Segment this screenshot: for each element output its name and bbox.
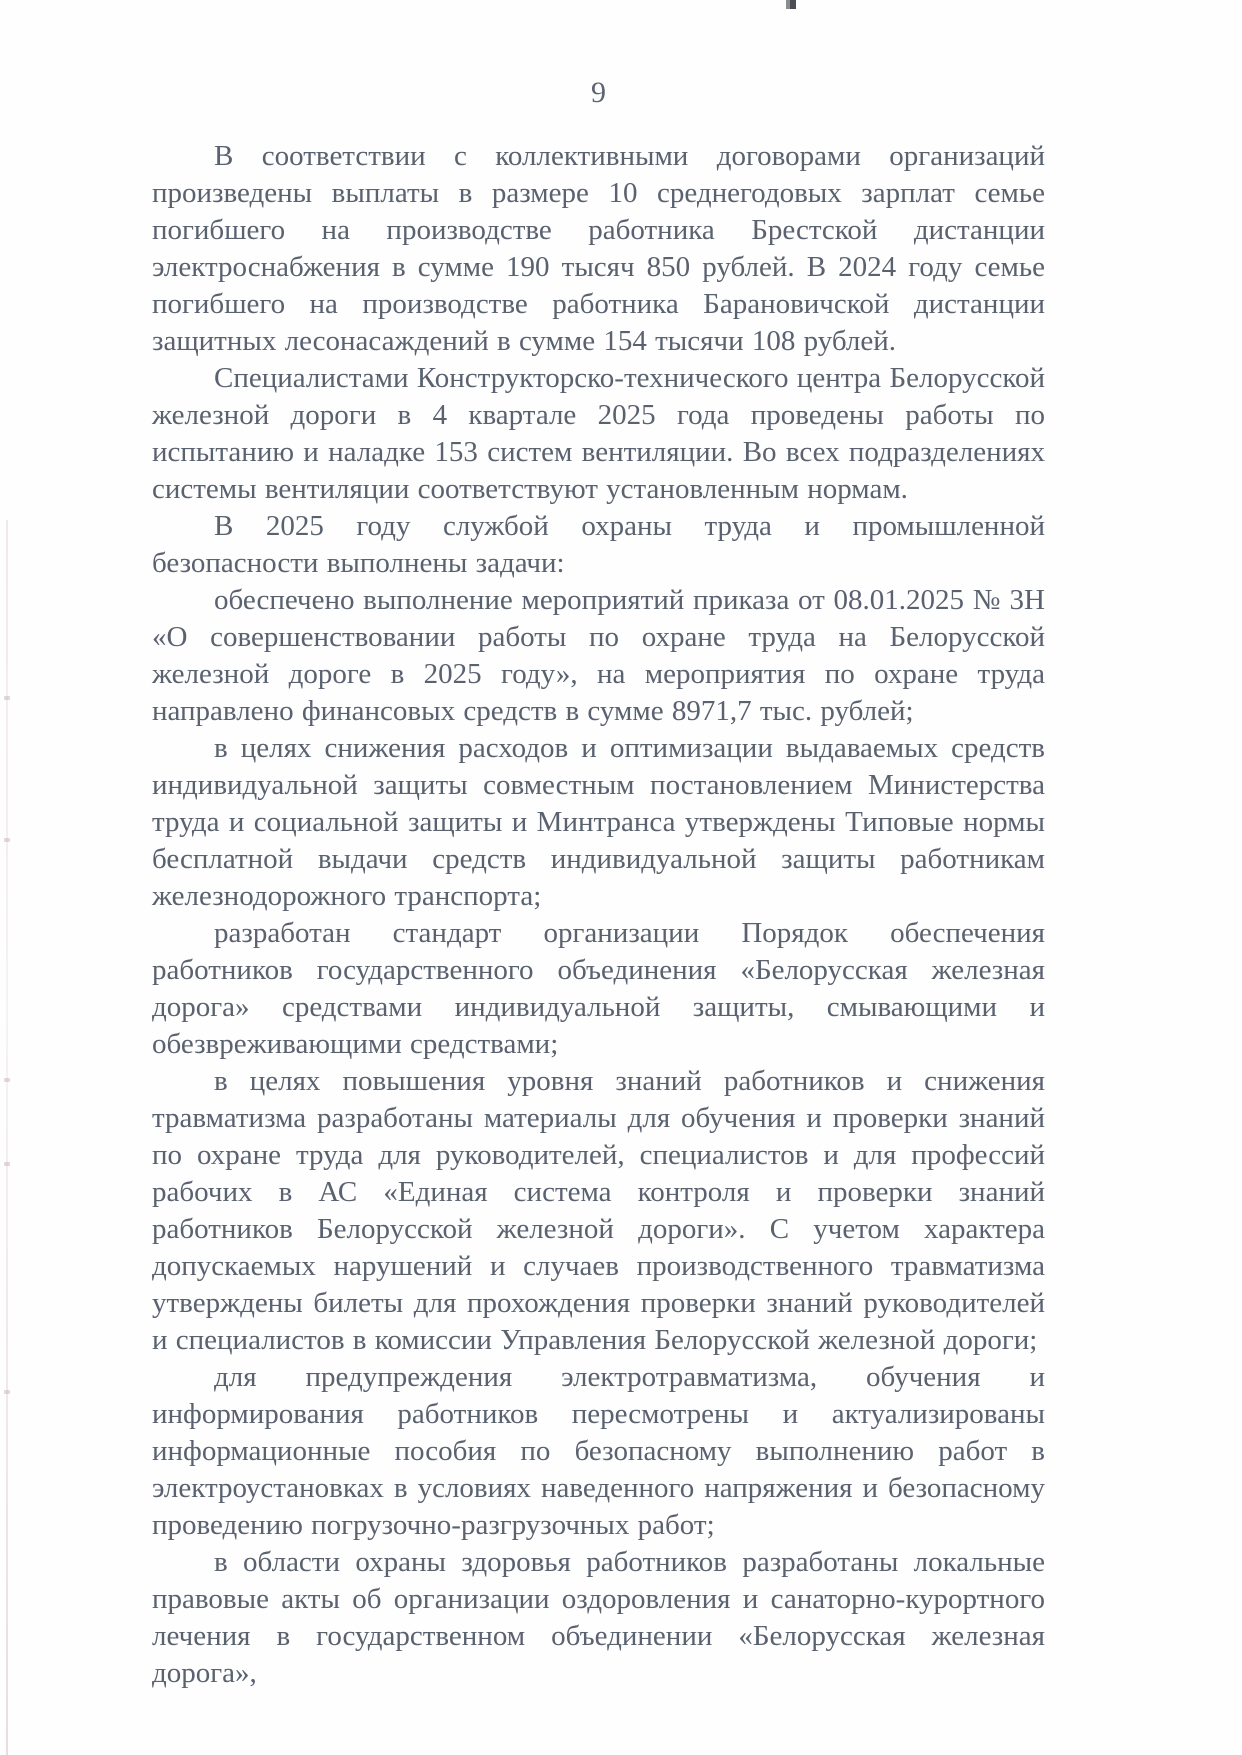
paragraph-order-funding: обеспечено выполнение мероприятий приказа от 08.01.2025 № 3Н «О совершенствовании работы по охране труда на Белорусской железной дороге в 2025 году», на мероприятия по охране труда направлено финансовых средств в сумме 8971,7 тыс. рублей; — [152, 584, 1045, 727]
scan-artifact-left-edge-line — [6, 520, 8, 1755]
paragraph-ppe-organization-standard: разработан стандарт организации Порядок обеспечения работников государственного объединения «Белорусская железная дорога» средствами индивидуальной защиты, смывающими и обезвреживающими средствами; — [152, 917, 1045, 1060]
page-number: 9 — [591, 76, 606, 109]
paragraph-electrical-safety-manuals: для предупреждения электротравматизма, обучения и информирования работников пересмотрены и актуализированы информационные пособия по безопасному выполнению работ в электроустановках в условиях наведенного напряжения и безопасному проведению погрузочно-разгрузочных работ; — [152, 1361, 1045, 1541]
paragraph-training-materials: в целях повышения уровня знаний работников и снижения травматизма разработаны материалы для обучения и проверки знаний по охране труда для руководителей, специалистов и для профессий рабочих в АС «Единая система контроля и проверки знаний работников Белорусской железной дороги». С учетом характера допускаемых нарушений и случаев производственного травматизма утверждены билеты для прохождения проверки знаний руководителей и специалистов в комиссии Управления Белорусской железной дороги; — [152, 1065, 1045, 1356]
paragraph-tasks-intro: В 2025 году службой охраны труда и промышленной безопасности выполнены задачи: — [152, 510, 1045, 579]
scan-artifact-edge-tick — [4, 1078, 10, 1082]
scan-artifact-edge-tick — [4, 838, 10, 842]
scan-artifact-edge-tick — [4, 1162, 10, 1166]
paragraph-payments-to-families: В соответствии с коллективными договорами организаций произведены выплаты в размере 10 среднегодовых зарплат семье погибшего на производстве работника Брестской дистанции электроснабжения в сумме 190 тысяч 850 рублей. В 2024 году семье погибшего на производстве работника Барановичской дистанции защитных лесонасаждений в сумме 154 тысячи 108 рублей. — [152, 140, 1045, 357]
document-body — [152, 138, 1045, 1692]
scan-artifact-edge-tick — [4, 1390, 10, 1394]
paragraph-ppe-standard-norms: в целях снижения расходов и оптимизации выдаваемых средств индивидуальной защиты совместным постановлением Министерства труда и социальной защиты и Минтранса утверждены Типовые нормы бесплатной выдачи средств индивидуальной защиты работникам железнодорожного транспорта; — [152, 732, 1045, 912]
paragraph-health-protection-acts: в области охраны здоровья работников разработаны локальные правовые акты об организации оздоровления и санаторно-курортного лечения в государственном объединении «Белорусская железная дорога», — [152, 1546, 1045, 1689]
scan-artifact-edge-tick — [4, 696, 10, 700]
scan-artifact-top-mark — [786, 0, 796, 9]
paragraph-ventilation-testing: Специалистами Конструкторско-технического центра Белорусской железной дороги в 4 квартале 2025 года проведены работы по испытанию и наладке 153 систем вентиляции. Во всех подразделениях системы вентиляции соответствуют установленным нормам. — [152, 362, 1045, 505]
